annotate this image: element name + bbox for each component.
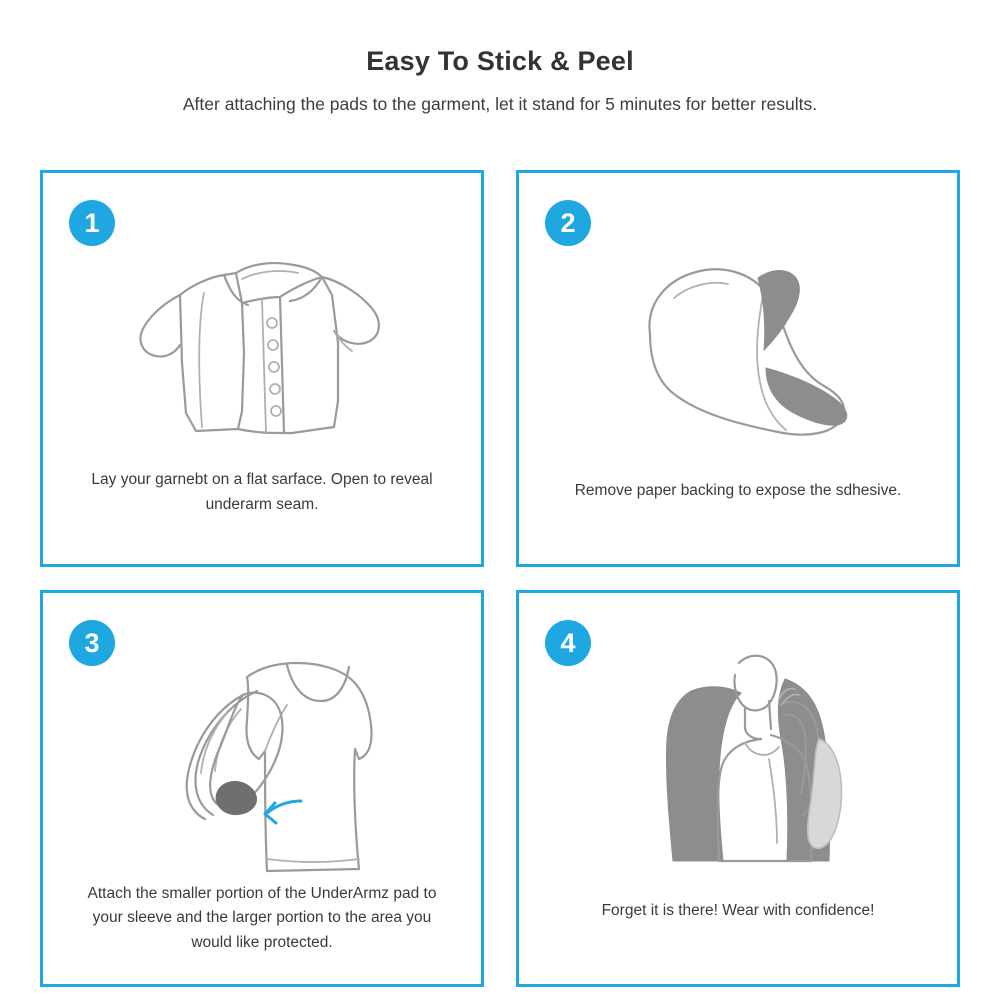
open-shirt-flat-icon	[43, 213, 481, 483]
page-subtitle: After attaching the pads to the garment, let it stand for 5 minutes for better results.	[182, 94, 818, 114]
step-caption: Attach the smaller portion of the UnderArmz pad to your sleeve and the larger portion to the area you would like protected.	[87, 884, 437, 952]
step-caption: Remove paper backing to expose the sdhesive.	[574, 482, 902, 500]
step-card-2	[516, 170, 960, 567]
step-card-3	[40, 590, 484, 987]
step-number-badge: 4	[545, 620, 591, 666]
step-number-badge: 3	[69, 620, 115, 666]
step-caption: Lay your garnebt on a flat sarface. Open to reveal underarm seam.	[91, 471, 433, 514]
tank-top-pad-placement-icon	[43, 633, 481, 903]
steps-grid	[40, 170, 960, 987]
step-caption: Forget it is there! Wear with confidence!	[601, 902, 875, 920]
step-card-4	[516, 590, 960, 987]
woman-wearing-garment-icon	[519, 633, 957, 903]
step-number-badge: 2	[545, 200, 591, 246]
pad-peel-backing-icon	[519, 213, 957, 483]
step-number-badge: 1	[69, 200, 115, 246]
step-card-1	[40, 170, 484, 567]
header	[0, 0, 1000, 115]
page-title: Easy To Stick & Peel	[366, 46, 634, 76]
